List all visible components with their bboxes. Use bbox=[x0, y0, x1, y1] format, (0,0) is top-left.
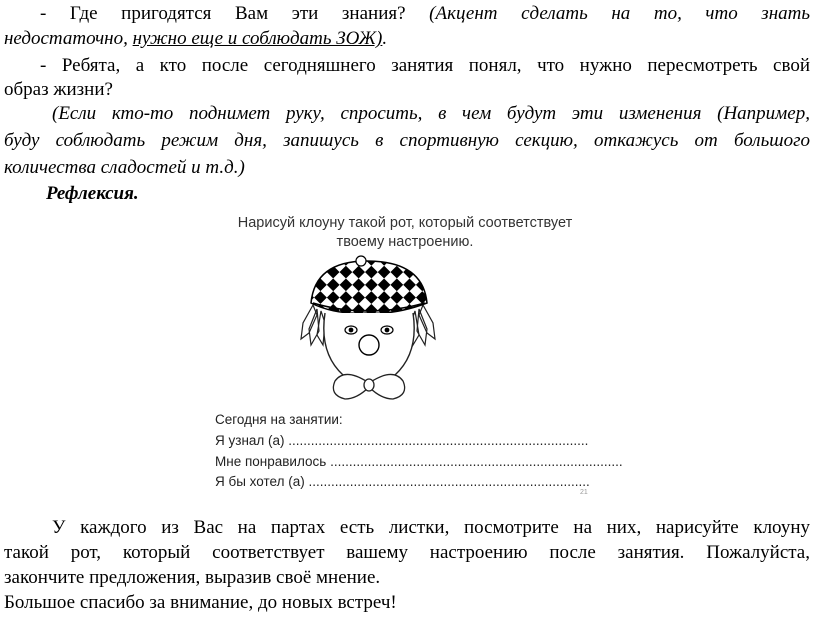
item-label: Я узнал (а) bbox=[215, 433, 285, 448]
worksheet-item-learned bbox=[215, 433, 588, 448]
pompom bbox=[356, 256, 366, 266]
question-2-line-1: - Ребята, а кто после сегодняшнего занятия понял, что нужно пересмотреть свой bbox=[40, 55, 810, 76]
question-line-2 bbox=[4, 27, 810, 50]
question-line-1 bbox=[40, 2, 810, 25]
instruction-line-1: (Если кто-то поднимет руку, спросить, в чем будут эти изменения (Например, bbox=[52, 103, 810, 124]
worksheet-title-line-2: твоему настроению. bbox=[336, 234, 474, 250]
question-note: (Акцент сделать на то, что знать bbox=[429, 3, 810, 24]
worksheet-item-liked bbox=[215, 454, 623, 469]
note-text: недостаточно, bbox=[4, 28, 128, 49]
worksheet-page-number: 21 bbox=[580, 489, 588, 496]
note-period: . bbox=[382, 28, 388, 49]
question-text: - Где пригодятся Вам эти знания? bbox=[40, 3, 406, 24]
hat bbox=[311, 261, 427, 313]
instruction-line-2: буду соблюдать режим дня, запишусь в спортивную секцию, откажусь от большого bbox=[4, 130, 810, 151]
instruction-line-3: количества сладостей и т.д.) bbox=[4, 157, 245, 178]
worksheet-item-want bbox=[215, 474, 590, 489]
worksheet-today-label: Сегодня на занятии: bbox=[215, 412, 343, 427]
clown-illustration bbox=[295, 253, 445, 413]
closing-instruction-line-3: закончите предложения, выразив своё мнение. bbox=[4, 567, 381, 588]
item-blank: .............................................................................. bbox=[330, 454, 623, 469]
farewell-line: Большое спасибо за внимание, до новых встреч! bbox=[4, 592, 397, 613]
note-underlined: нужно еще и соблюдать ЗОЖ) bbox=[132, 28, 383, 49]
worksheet-title-line-1: Нарисуй клоуну такой рот, который соответствует bbox=[237, 215, 573, 231]
nose bbox=[359, 335, 379, 355]
item-blank: ........................................................................... bbox=[308, 474, 590, 489]
item-blank: ................................................................................ bbox=[288, 433, 589, 448]
item-label: Я бы хотел (а) bbox=[215, 474, 305, 489]
closing-instruction-line-1: У каждого из Вас на партах есть листки, посмотрите на них, нарисуйте клоуну bbox=[52, 517, 810, 538]
section-heading: Рефлексия. bbox=[46, 183, 139, 204]
hair-left bbox=[301, 305, 325, 345]
question-2-line-2: образ жизни? bbox=[4, 79, 113, 100]
item-label: Мне понравилось bbox=[215, 454, 327, 469]
closing-instruction-line-2: такой рот, который соответствует вашему настроению после занятия. Пожалуйста, bbox=[4, 542, 810, 563]
worksheet-figure bbox=[205, 208, 623, 503]
